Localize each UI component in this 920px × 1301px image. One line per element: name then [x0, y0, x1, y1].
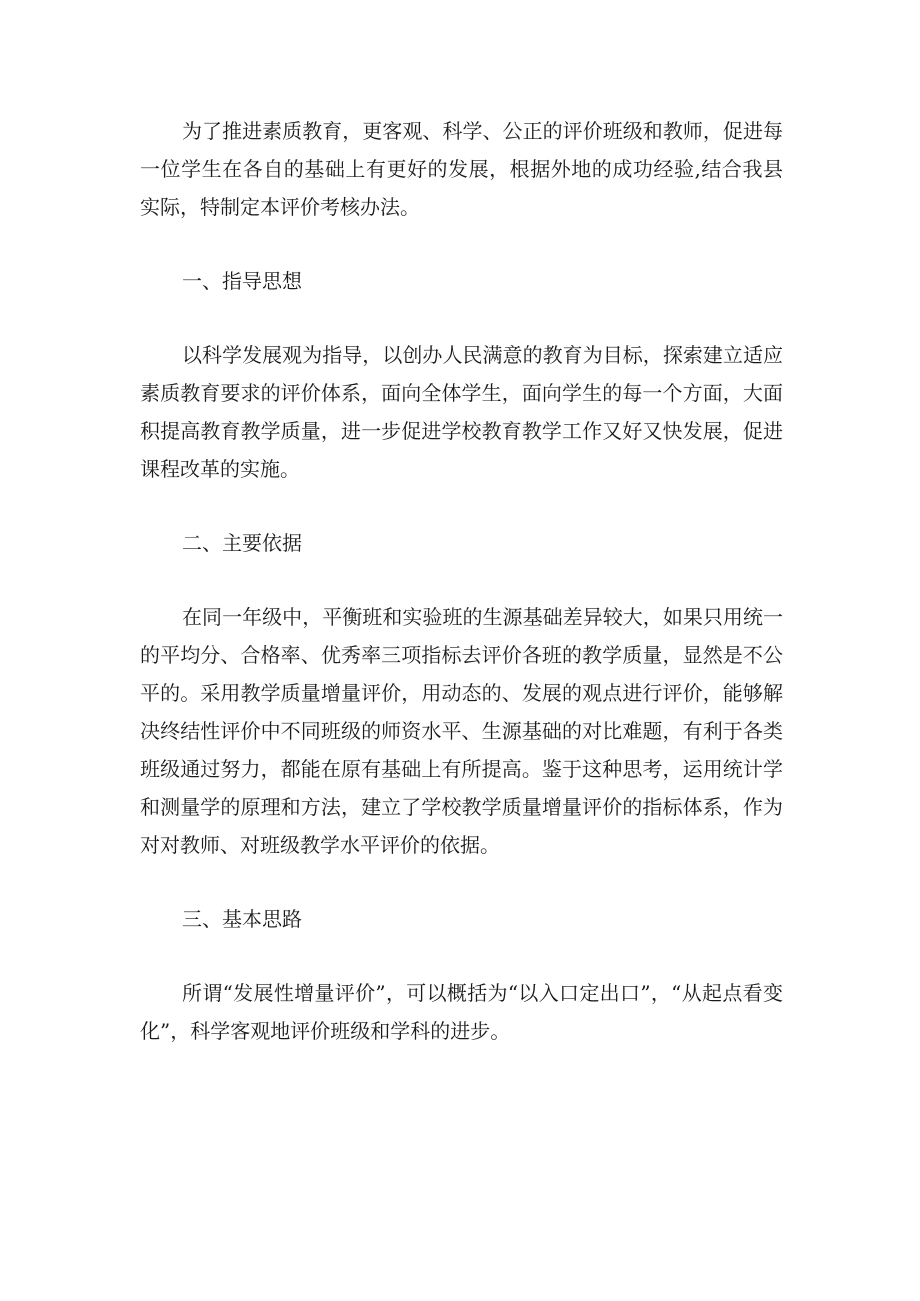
section-heading-guiding-ideology: 一、指导思想 — [182, 269, 302, 293]
section-heading-main-basis: 二、主要依据 — [182, 531, 302, 555]
document-body — [140, 112, 783, 1050]
section-body-main-basis: 在同一年级中，平衡班和实验班的生源基础差异较大，如果只用统一的平均分、合格率、优秀率三项指标去评价各班的教学质量，显然是不公平的。采用教学质量增量评价，用动态的、发展的观点进行评价，能够解决终结性评价中不同班级的师资水平、生源基础的对比难题，有利于各类班级通过努力，都能在原有基础上有所提高。鉴于这种思考，运用统计学和测量学的原理和方法，建立了学校教学质量增量评价的指标体系，作为对对教师、对班级教学水平评价的依据。 — [140, 605, 783, 857]
section-body-basic-approach: 所谓“发展性增量评价”，可以概括为“以入口定出口”，“从起点看变化”，科学客观地评价班级和学科的进步。 — [140, 981, 783, 1043]
intro-paragraph: 为了推进素质教育，更客观、科学、公正的评价班级和教师，促进每一位学生在各自的基础上有更好的发展，根据外地的成功经验,结合我县实际，特制定本评价考核办法。 — [140, 119, 783, 219]
section-body-guiding-ideology: 以科学发展观为指导，以创办人民满意的教育为目标，探索建立适应素质教育要求的评价体系，面向全体学生，面向学生的每一个方面，大面积提高教育教学质量，进一步促进学校教育教学工作又好又快发展，促进课程改革的实施。 — [140, 343, 783, 481]
section-heading-basic-approach: 三、基本思路 — [182, 907, 302, 931]
